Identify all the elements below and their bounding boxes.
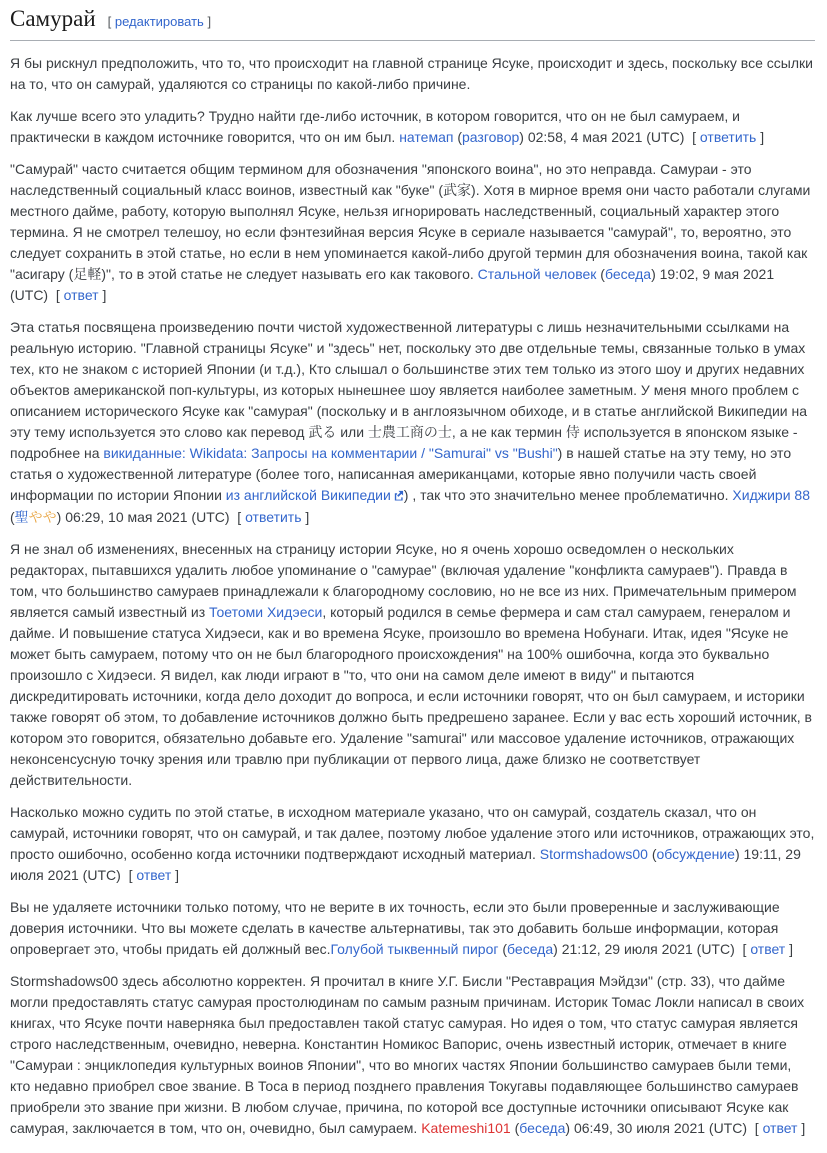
text-run: Stormshadows00 здесь абсолютно корректен. Я прочитал в книге У.Г. Бисли "Реставрация Мэйдзи" (стр. 33), что дайме могли предоставлять статус самурая простолюдинам по самым разным причинам. Историк Томас Локли написал в своих книгах, что Ясуке почти наверняка был предоставлен такой статус самурая. Но идея о том, что статус самурая является строго наследственным, очевидно, неверна. Константин Номикос Вапорис, очень известный историк, отмечает в книге "Самураи : энциклопедия культурных воинов Японии", что во многих частях Японии большинство самураев были теми, кто недавно приобрел свое звание. В Тоса в период позднего правления Токугавы подавляющее большинство самураев приобрели это звание при жизни. В любом случае, причина, по которой все доступные источники описывают Ясуке как самурая, заключается в том, что он, очевидно, был самураем.	[10, 973, 805, 1136]
discussion	[10, 53, 815, 1139]
user-link-steel-man[interactable]: Стальной человек	[477, 266, 597, 282]
user-talk-link-natemap[interactable]: разговор	[462, 129, 520, 145]
discussion-paragraph	[10, 897, 815, 960]
discussion-paragraph	[10, 317, 815, 528]
user-talk-link-steel-man[interactable]: беседа	[604, 266, 652, 282]
reply-link[interactable]: ответ	[750, 941, 786, 957]
edit-bracket-close: ]	[207, 14, 212, 29]
reply-link[interactable]: ответить	[245, 509, 302, 525]
text-run: ) 02:58, 4 мая 2021 (UTC) [	[519, 129, 700, 145]
text-run: Я бы рискнул предположить, что то, что происходит на главной странице Ясуке, происходит и здесь, поскольку все ссылки на то, что он самурай, удаляются со страницы по какой-либо причине.	[10, 55, 813, 92]
text-run: ) , так что это значительно менее проблематично.	[403, 487, 733, 503]
discussion-paragraph	[10, 539, 815, 791]
english-wikipedia-external-link[interactable]: из английской Википедии	[225, 487, 391, 503]
user-link-katemeshi101[interactable]: Katemeshi101	[421, 1120, 511, 1136]
user-link-stormshadows00[interactable]: Stormshadows00	[539, 846, 648, 862]
user-talk-link-stormshadows00[interactable]: обсуждение	[656, 846, 735, 862]
text-run: ) 19:02, 9 мая 2021 (UTC) [	[10, 266, 775, 303]
text-run: ) 21:12, 29 июля 2021 (UTC) [	[553, 941, 751, 957]
text-run: ) 06:49, 30 июля 2021 (UTC) [	[565, 1120, 763, 1136]
user-link-hijiri88[interactable]: Хиджири 88	[732, 487, 810, 503]
toyotomi-hideyoshi-link[interactable]: Тоетоми Хидэеси	[209, 604, 323, 620]
discussion-paragraph	[10, 53, 815, 95]
section-heading	[10, 6, 815, 41]
discussion-paragraph	[10, 971, 815, 1139]
text-run: ]	[797, 1120, 806, 1136]
edit-section	[108, 14, 211, 29]
text-run: ) в нашей статье на эту тему, но это статья о художественной литературе (более того, написанная американцами, которые явно получили часть своей информации по истории Японии	[10, 445, 792, 503]
text-run: ]	[301, 509, 310, 525]
text-run: Как лучше всего это уладить? Трудно найти где-либо источник, в котором говорится, что он не был самураем, и практически в каждом источнике говорится, что он им был.	[10, 108, 740, 145]
text-run: (	[647, 846, 657, 862]
text-run: "Самурай" часто считается общим термином для обозначения "японского воина", но это неправда. Самураи - это наследственный социальный класс воинов, известный как "буке" (武家). Хотя в мирное время они часто работали слугами местного дайме, работу, которую выполнял Ясуке, нельзя игнорировать наследственный, социальный характер этого термина. Я не смотрел телешоу, но если фэнтезийная версия Ясуке в сериале называется "самурай", то, вероятно, это следует сохранить в этой статье, но если в нем упоминается какой-либо другой термин для обозначения воина, такой как "асигару (足軽)", то в этой статье не следует называть его как такового.	[10, 161, 811, 282]
text-run: Вы не удаляете источники только потому, что не верите в их точность, если это были проверенные и заслуживающие доверия источники. Что вы можете сделать в качестве альтернативы, так это добавить больше информации, которая опровергает это, чтобы придать ей должный вес.	[10, 899, 780, 957]
hijiri88-kanji-link[interactable]: 聖	[14, 509, 29, 525]
text-run: ]	[785, 941, 793, 957]
edit-link[interactable]: редактировать	[114, 14, 204, 29]
text-run: ]	[171, 867, 180, 883]
edit-bracket-open: [	[107, 14, 112, 29]
user-talk-link-katemeshi101[interactable]: беседа	[519, 1120, 566, 1136]
text-run: (	[510, 1120, 520, 1136]
section-title: Самурай	[10, 6, 96, 31]
text-run: ]	[756, 129, 765, 145]
text-run: Насколько можно судить по этой статье, в исходном материале указано, что он самурай, создатель сказал, что он самурай, источники говорят, что он самурай, и так далее, поэтому любое удаление этого или источников, отражающих это, просто ошибочно, особенно когда источники подтверждают исходный материал.	[10, 804, 815, 862]
external-link-icon	[393, 486, 404, 507]
text-run: ]	[98, 287, 107, 303]
text-run: , который родился в семье фермера и сам стал самураем, генералом и дайме. И повышение статуса Хидэеси, как и во времена Ясуке, произошло во времена Нобунаги. Итак, идея "Ясуке не может быть самураем, потому что он не был благородного происхождения" на 100% ошибочна, когда это буквально произошло с Хидэеси. Я видел, как люди играют в "то, что они на самом деле имеют в виду" и пытаются дискредитировать источники, когда дело доходит до вопроса, и если источники говорят, что он был самураем, и историки также говорят об этом, то добавление источников должно быть предрешено заранее. Если у вас есть хороший источник, в котором это говорится, обязательно добавьте его. Удаление "samurai" или массовое удаление источников, отражающих неконсенсусную точку зрения или травлю при публикации от первого лица, даже близко не соответствует действительности.	[10, 604, 812, 788]
text-run: (	[596, 266, 605, 282]
reply-link[interactable]: ответ	[136, 867, 172, 883]
user-talk-link-blue-pumpkin-pie[interactable]: беседа	[507, 941, 554, 957]
discussion-paragraph	[10, 159, 815, 306]
text-run: ) 19:11, 29 июля 2021 (UTC) [	[10, 846, 801, 883]
discussion-paragraph	[10, 106, 815, 148]
text-run: ) 06:29, 10 мая 2021 (UTC) [	[56, 509, 246, 525]
text-run: (	[498, 941, 508, 957]
hijiri88-talk-link[interactable]: やや	[28, 509, 57, 525]
wikidata-rfc-link[interactable]: викиданные: Wikidata: Запросы на комментарии / "Samurai" vs "Bushi"	[103, 445, 558, 461]
text-run: (	[453, 129, 463, 145]
user-link-natemap[interactable]: натемап	[399, 129, 454, 145]
text-run: Я не знал об изменениях, внесенных на страницу истории Ясуке, но я очень хорошо осведомлен о нескольких редакторах, пытавшихся удалить любое упоминание о "самурае" (включая удаление "конфликта самураев"). Правда в том, что большинство самураев принадлежали к благородному сословию, но не все из них. Примечательным примером является самый известный из	[10, 541, 797, 620]
reply-link[interactable]: ответ	[762, 1120, 798, 1136]
discussion-paragraph	[10, 802, 815, 886]
reply-link[interactable]: ответить	[699, 129, 757, 145]
reply-link[interactable]: ответ	[63, 287, 99, 303]
text-run: (	[10, 509, 15, 525]
user-link-blue-pumpkin-pie[interactable]: Голубой тыквенный пирог	[330, 941, 499, 957]
text-run: Эта статья посвящена произведению почти чистой художественной литературы с лишь незначительными ссылками на реальную историю. "Главной страницы Ясуке" и "здесь" нет, поскольку это две отдельные темы, связанные только в умах тех, кто не знаком с историей Японии (и т.д.), Кто слышал о большинстве этих тем только из этого шоу и других недавних объектов американской поп-культуры, из которых нынешнее шоу является наиболее заметным. У меня много проблем с описанием исторического Ясуке как "самурая" (поскольку и в англоязычном обиходе, и в статье английской Википедии на эту тему используется это слово как перевод 武る или 士農工商の士, а не как термин 侍 используется в японском языке - подробнее на	[10, 319, 808, 461]
